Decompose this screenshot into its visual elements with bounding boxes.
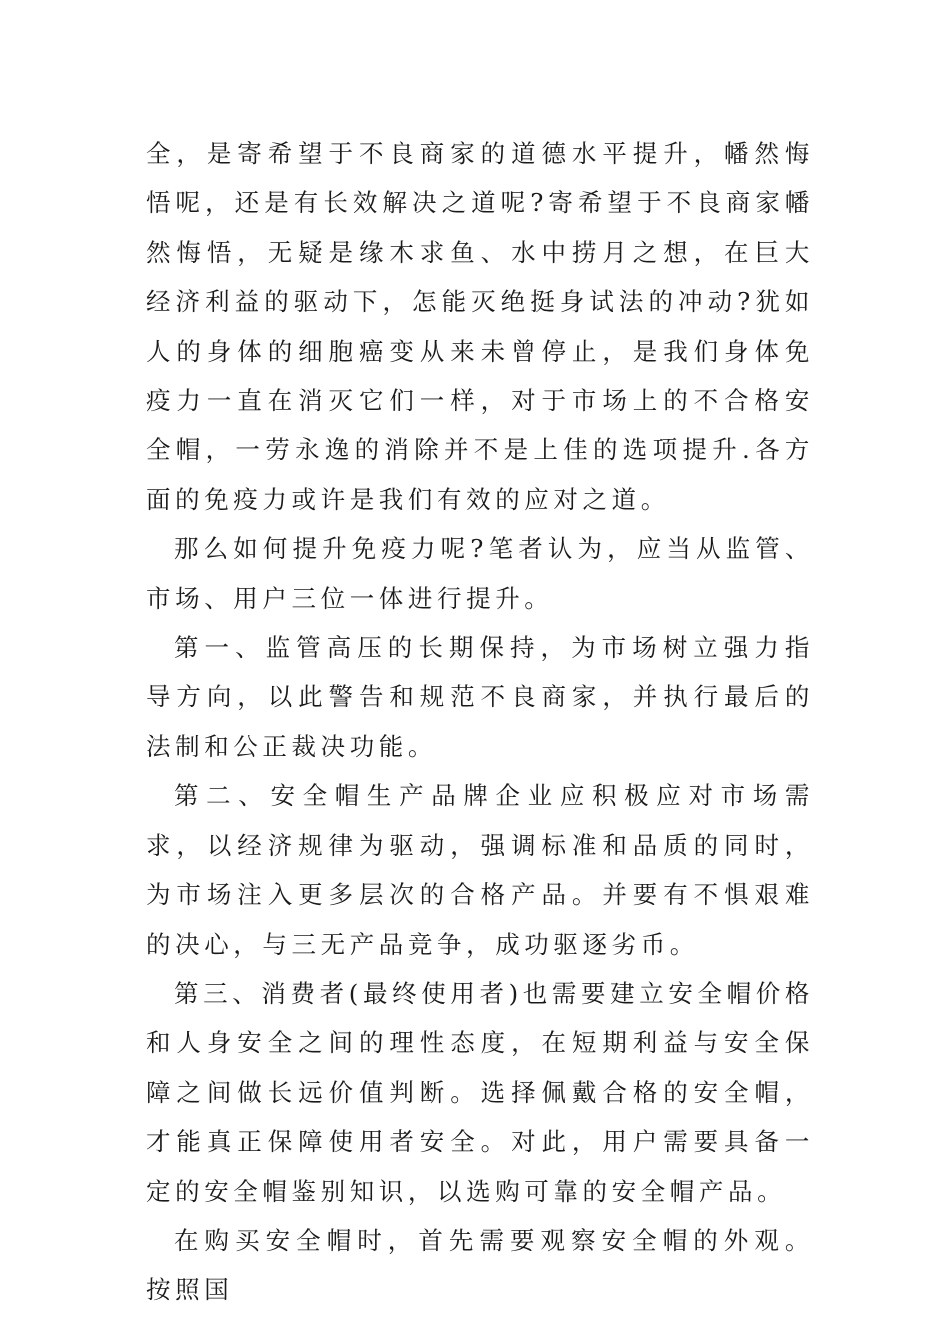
- document-body: [146, 129, 814, 1315]
- paragraph-second-enterprises: 第二、安全帽生产品牌企业应积极应对市场需求，以经济规律为驱动，强调标准和品质的同时，为市场注入更多层次的合格产品。并要有不惧艰难的决心，与三无产品竞争，成功驱逐劣币。: [146, 781, 814, 959]
- paragraph-third-consumers: 第三、消费者(最终使用者)也需要建立安全帽价格和人身安全之间的理性态度，在短期利益与安全保障之间做长远价值判断。选择佩戴合格的安全帽，才能真正保障使用者安全。对此，用户需要具备一定的安全帽鉴别知识，以选购可靠的安全帽产品。: [146, 978, 814, 1206]
- paragraph-first-supervision: 第一、监管高压的长期保持，为市场树立强力指导方向，以此警告和规范不良商家，并执行最后的法制和公正裁决功能。: [146, 633, 814, 761]
- paragraph-purchase-appearance: 在购买安全帽时，首先需要观察安全帽的外观。按照国: [146, 1225, 814, 1305]
- paragraph-continuation: 全，是寄希望于不良商家的道德水平提升，幡然悔悟呢，还是有长效解决之道呢?寄希望于不良商家幡然悔悟，无疑是缘木求鱼、水中捞月之想，在巨大经济利益的驱动下，怎能灭绝挺身试法的冲动?犹如人的身体的细胞癌变从来未曾停止，是我们身体免疫力一直在消灭它们一样，对于市场上的不合格安全帽，一劳永逸的消除并不是上佳的选项提升.各方面的免疫力或许是我们有效的应对之道。: [146, 139, 814, 514]
- paragraph-how-to-improve: 那么如何提升免疫力呢?笔者认为，应当从监管、市场、用户三位一体进行提升。: [146, 534, 814, 613]
